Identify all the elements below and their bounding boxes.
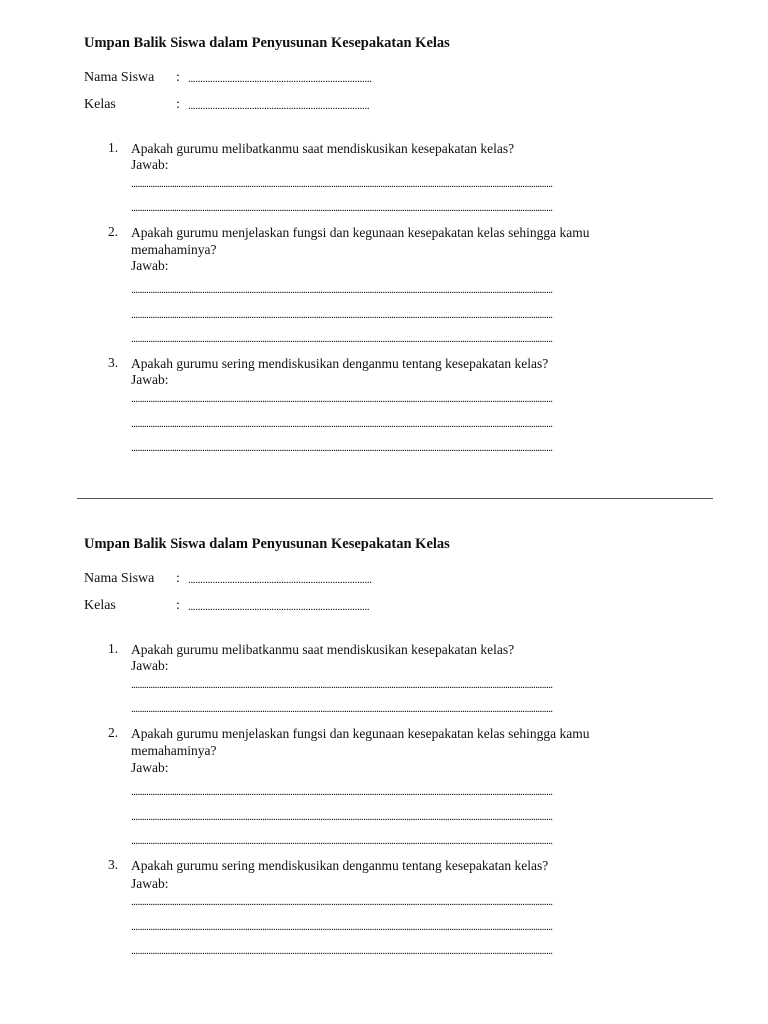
question-number: 1.	[108, 641, 119, 656]
question-number: 2.	[108, 725, 119, 740]
class-field[interactable]: ..........................................................................	[188, 100, 370, 112]
answer-line[interactable]: ....................................................................................................................................................................................................	[131, 835, 553, 847]
answer-line[interactable]: ....................................................................................................................................................................................................	[131, 896, 553, 908]
question-number: 3.	[108, 355, 119, 370]
answer-label: Jawab:	[131, 372, 169, 387]
answer-line[interactable]: ....................................................................................................................................................................................................	[131, 309, 553, 321]
answer-line[interactable]: ....................................................................................................................................................................................................	[131, 442, 553, 454]
question-text: Apakah gurumu menjelaskan fungsi dan kegunaan kesepakatan kelas sehingga kamu memahaminya?	[131, 225, 590, 257]
question-text: Apakah gurumu sering mendiskusikan denganmu tentang kesepakatan kelas?	[131, 356, 549, 371]
question-number: 1.	[108, 140, 119, 155]
answer-line[interactable]: ....................................................................................................................................................................................................	[131, 679, 553, 691]
name-label: Nama Siswa	[84, 571, 155, 586]
answer-line[interactable]: ....................................................................................................................................................................................................	[131, 178, 553, 190]
answer-line[interactable]: ....................................................................................................................................................................................................	[131, 284, 553, 296]
answer-line[interactable]: ....................................................................................................................................................................................................	[131, 333, 553, 345]
question-number: 3.	[108, 857, 119, 872]
answer-label: Jawab:	[131, 157, 169, 172]
name-field[interactable]: ...........................................................................	[188, 574, 372, 586]
question-number: 2.	[108, 224, 119, 239]
name-colon: :	[176, 70, 180, 85]
class-label: Kelas	[84, 598, 116, 613]
class-field[interactable]: ..........................................................................	[188, 601, 370, 613]
form-title: Umpan Balik Siswa dalam Penyusunan Kesepakatan Kelas	[84, 536, 450, 552]
question-text: Apakah gurumu sering mendiskusikan denganmu tentang kesepakatan kelas?	[131, 858, 549, 873]
class-colon: :	[176, 598, 180, 613]
name-field[interactable]: ...........................................................................	[188, 73, 372, 85]
class-colon: :	[176, 97, 180, 112]
question-text: Apakah gurumu menjelaskan fungsi dan kegunaan kesepakatan kelas sehingga kamu memahaminya?	[131, 726, 590, 758]
answer-label: Jawab:	[131, 258, 169, 273]
answer-line[interactable]: ....................................................................................................................................................................................................	[131, 811, 553, 823]
name-colon: :	[176, 571, 180, 586]
answer-line[interactable]: ....................................................................................................................................................................................................	[131, 786, 553, 798]
answer-label: Jawab:	[131, 658, 169, 673]
answer-line[interactable]: ....................................................................................................................................................................................................	[131, 418, 553, 430]
question-text: Apakah gurumu melibatkanmu saat mendiskusikan kesepakatan kelas?	[131, 642, 515, 657]
answer-line[interactable]: ....................................................................................................................................................................................................	[131, 202, 553, 214]
question-text: Apakah gurumu melibatkanmu saat mendiskusikan kesepakatan kelas?	[131, 141, 515, 156]
answer-label: Jawab:	[131, 876, 169, 891]
cut-divider	[77, 498, 713, 499]
name-label: Nama Siswa	[84, 70, 155, 85]
answer-line[interactable]: ....................................................................................................................................................................................................	[131, 921, 553, 933]
answer-line[interactable]: ....................................................................................................................................................................................................	[131, 945, 553, 957]
form-title: Umpan Balik Siswa dalam Penyusunan Kesepakatan Kelas	[84, 35, 450, 51]
answer-line[interactable]: ....................................................................................................................................................................................................	[131, 703, 553, 715]
answer-label: Jawab:	[131, 760, 169, 775]
class-label: Kelas	[84, 97, 116, 112]
answer-line[interactable]: ....................................................................................................................................................................................................	[131, 393, 553, 405]
